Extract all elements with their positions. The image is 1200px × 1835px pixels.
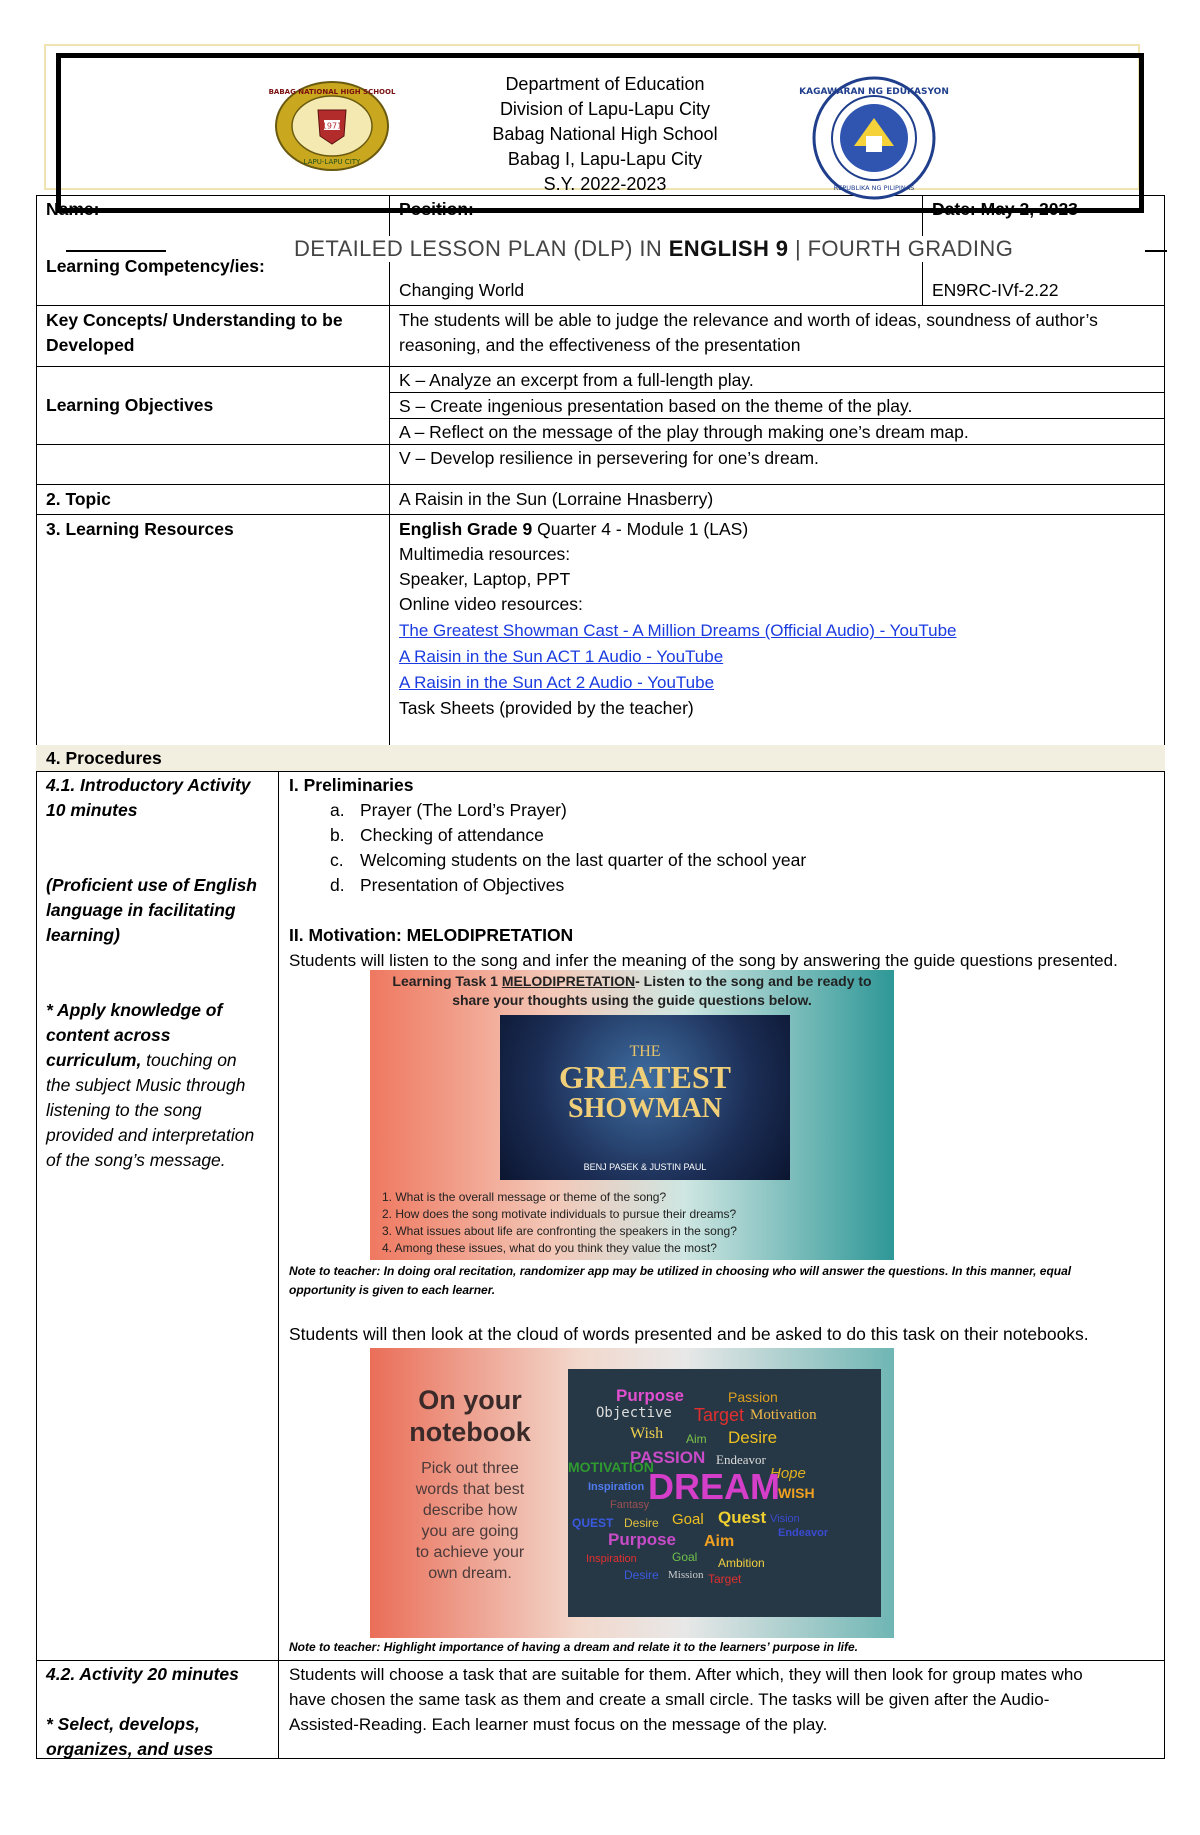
row-divider [36, 484, 1165, 485]
guide-question: 2. How does the song motivate individuals to pursue their dreams? [382, 1207, 737, 1221]
table-col-divider [389, 195, 390, 745]
notebook-body: describe how [422, 1502, 518, 1519]
cloud-word: Aim [704, 1533, 735, 1550]
notebook-body: words that best [415, 1481, 525, 1498]
date-label: Date: May 2, 2023 [932, 199, 1078, 219]
cloud-word: Endeavor [778, 1527, 829, 1539]
cloud-word: Purpose [608, 1530, 677, 1549]
objectives-label: Learning Objectives [46, 395, 214, 415]
cloud-word: Desire [728, 1428, 778, 1447]
greatest-showman-poster [500, 1015, 790, 1180]
guide-question: 1. What is the overall message or theme of the song? [382, 1190, 667, 1204]
competency-value-l2: Changing World [399, 280, 525, 300]
intro-note1: (Proficient use of English [46, 875, 257, 895]
procedures-col-divider [278, 771, 279, 1759]
cloud-word: Wish [630, 1425, 664, 1442]
dlp-title-subject: ENGLISH 9 [668, 236, 789, 261]
intro-note2: of the song’s message. [46, 1150, 226, 1170]
header-line: Babag National High School [492, 124, 718, 144]
intro-note1: learning) [46, 925, 120, 945]
resources-book-bold: English Grade 9 [399, 519, 533, 539]
intro-note2: listening to the song [46, 1100, 202, 1120]
resources-line: Multimedia resources: [399, 544, 571, 564]
cloud-word: Passion [728, 1389, 778, 1405]
seal-year: 1971 [321, 121, 343, 131]
activity-note: * Select, develops, [46, 1714, 200, 1734]
deped-seal-logo [799, 76, 949, 200]
link-raisin-act1[interactable]: A Raisin in the Sun ACT 1 Audio - YouTube [399, 647, 724, 666]
notebook-body: to achieve your [415, 1544, 525, 1561]
cloud-word: DREAM [648, 1466, 780, 1507]
cloud-word: Goal [672, 1511, 704, 1528]
notebook-body: Pick out three [421, 1460, 519, 1477]
resources-line: Online video resources: [399, 594, 583, 614]
task-title-a: Learning Task 1 [392, 973, 502, 989]
poster-title-l2: GREATEST [559, 1059, 731, 1095]
competency-code: EN9RC-IVf-2.22 [932, 280, 1059, 300]
poster-title-l3: SHOWMAN [568, 1093, 722, 1124]
prelim-letter: c. [330, 850, 344, 870]
poster-credit: BENJ PASEK & JUSTIN PAUL [583, 1162, 707, 1172]
procedures-row-bg [36, 745, 1165, 771]
resources-task: Task Sheets (provided by the teacher) [399, 698, 694, 718]
cloud-word: Hope [770, 1465, 806, 1482]
teacher-note-1b: opportunity is given to each learner. [289, 1283, 496, 1297]
dlp-title-prefix: DETAILED LESSON PLAN (DLP) IN [294, 236, 669, 261]
prelim-letter: b. [330, 825, 345, 845]
intro-note2: the subject Music through [46, 1075, 246, 1095]
guide-question: 3. What issues about life are confronting the speakers in the song? [382, 1224, 737, 1238]
cloud-word: PASSION [630, 1448, 706, 1467]
header-line: S.Y. 2022-2023 [543, 174, 667, 194]
cloud-word: Desire [624, 1568, 659, 1582]
header-line: Babag I, Lapu-Lapu City [507, 149, 703, 169]
header-line: Department of Education [505, 74, 705, 94]
resources-line: Speaker, Laptop, PPT [399, 569, 571, 589]
cloud-word: Aim [686, 1432, 707, 1446]
task-title-l2: share your thoughts using the guide questions below. [452, 992, 812, 1008]
intro-note2: provided and interpretation [46, 1125, 255, 1145]
cloud-word: Target [694, 1405, 745, 1425]
position-label: Position: [399, 199, 474, 219]
topic-value: A Raisin in the Sun (Lorraine Hnasberry) [399, 489, 714, 509]
header-line: Division of Lapu-Lapu City [499, 99, 711, 119]
row-divider [36, 514, 1165, 515]
objective-a: A – Reflect on the message of the play through making one’s dream map. [399, 422, 969, 442]
task-title-c: - Listen to the song and be ready to [635, 973, 872, 989]
prelim-item: Checking of attendance [360, 825, 544, 845]
intro-note1: language in facilitating [46, 900, 236, 920]
header-text [370, 72, 840, 197]
topic-label: 2. Topic [46, 489, 111, 509]
school-seal-logo [268, 80, 396, 172]
cloud-word: Goal [672, 1550, 698, 1564]
objective-v: V – Develop resilience in persevering for one’s dream. [399, 448, 819, 468]
notebook-body: own dream. [428, 1565, 512, 1582]
link-raisin-act2[interactable]: A Raisin in the Sun Act 2 Audio - YouTube [399, 673, 715, 692]
teacher-note-1: Note to teacher: In doing oral recitation, randomizer app may be utilized in choosing who will answer the questions. In this manner, equal [289, 1264, 1072, 1278]
activity-note: organizes, and uses [46, 1739, 214, 1759]
cloud-word: Desire [624, 1516, 659, 1530]
cloud-word: Ambition [718, 1556, 765, 1570]
table-right-border [1164, 195, 1165, 1759]
cloud-word: Objective [596, 1405, 672, 1421]
cloud-word: QUEST [572, 1516, 614, 1530]
procedures-label: 4. Procedures [46, 748, 162, 768]
resources-book-rest: Quarter 4 - Module 1 (LAS) [532, 519, 749, 539]
cloud-word: Target [708, 1572, 742, 1586]
cloud-word: Quest [718, 1508, 767, 1527]
dlp-title [290, 236, 1017, 262]
seal-name: BABAG NATIONAL HIGH SCHOOL [268, 88, 396, 96]
intro-note2 [46, 1048, 237, 1073]
guide-question: 4. Among these issues, what do you think they value the most? [382, 1241, 717, 1255]
activity-text: Students will choose a task that are suitable for them. After which, they will then look for group mates who [289, 1665, 1083, 1684]
notebook-heading-l2: notebook [409, 1417, 531, 1447]
seal-city: LAPU-LAPU CITY [303, 158, 361, 166]
dlp-title-suffix: | FOURTH GRADING [788, 236, 1014, 261]
key-concepts-label-2: Developed [46, 335, 135, 355]
prelim-item: Welcoming students on the last quarter of the school year [360, 850, 807, 870]
resources-book [399, 517, 748, 542]
deped-sub: REPUBLIKA NG PILIPINAS [833, 184, 915, 192]
row-divider [36, 1660, 1165, 1661]
row-divider [36, 305, 1165, 306]
activity-text: Assisted-Reading. Each learner must focus on the message of the play. [289, 1715, 828, 1734]
intro-note2-bold: curriculum, [46, 1050, 142, 1070]
cloud-word: Inspiration [588, 1481, 645, 1493]
objective-s: S – Create ingenious presentation based on the theme of the play. [399, 396, 913, 416]
intro-time: 10 minutes [46, 800, 138, 820]
prelim-letter: a. [330, 800, 345, 820]
table-left-border [36, 195, 37, 1759]
prelim-title: I. Preliminaries [289, 775, 414, 795]
cloud-word: Vision [770, 1513, 800, 1525]
intro-note2-rest: touching on [141, 1050, 237, 1070]
intro-note2: * Apply knowledge of [46, 1000, 223, 1020]
intro-title: 4.1. Introductory Activity [46, 775, 251, 795]
key-concepts-label: Key Concepts/ Understanding to be [46, 310, 343, 330]
key-concepts-text-2: reasoning, and the effectiveness of the presentation [399, 335, 801, 355]
cloud-word: Inspiration [586, 1553, 637, 1565]
poster-title-l1: THE [629, 1043, 661, 1060]
cloud-word: WISH [778, 1485, 815, 1501]
notebook-heading-l1: On your [418, 1385, 522, 1415]
row-divider [36, 771, 1165, 772]
row-divider [36, 366, 1165, 367]
key-concepts-text: The students will be able to judge the relevance and worth of ideas, soundness of author’s [399, 310, 1098, 330]
cloud-word: Purpose [616, 1386, 685, 1405]
deped-name: KAGAWARAN NG EDUKASYON [799, 87, 949, 97]
intro-note2: content across [46, 1025, 171, 1045]
task-title [376, 972, 888, 1010]
cloud-word: Fantasy [610, 1499, 650, 1511]
prelim-letter: d. [330, 875, 345, 895]
prelim-item: Presentation of Objectives [360, 875, 565, 895]
task-title-b: MELODIPRETATION [501, 973, 636, 989]
title-dash-left [66, 250, 166, 252]
teacher-note-2: Note to teacher: Highlight importance of having a dream and relate it to the learners’ purpose in life. [289, 1640, 858, 1654]
word-cloud [568, 1369, 881, 1617]
title-dash-right [1145, 250, 1167, 252]
activity-text: have chosen the same task as them and create a small circle. The tasks will be given after the Audio- [289, 1690, 1050, 1709]
cloud-word: MOTIVATION [568, 1459, 654, 1475]
cloud-instruction: Students will then look at the cloud of words presented and be asked to do this task on their notebooks. [289, 1324, 1089, 1344]
link-greatest-showman[interactable]: The Greatest Showman Cast - A Million Dreams (Official Audio) - YouTube [399, 621, 957, 640]
name-label: Name: [46, 199, 100, 219]
motivation-title: II. Motivation: MELODIPRETATION [289, 925, 574, 945]
cloud-word: Mission [668, 1569, 704, 1581]
objective-k: K – Analyze an excerpt from a full-length play. [399, 370, 754, 390]
prelim-item: Prayer (The Lord’s Prayer) [360, 800, 567, 820]
notebook-body: you are going [421, 1523, 519, 1540]
cloud-word: Motivation [750, 1407, 817, 1423]
activity-title: 4.2. Activity 20 minutes [46, 1664, 239, 1684]
competency-label: Learning Competency/ies: [46, 254, 265, 279]
cloud-word: Endeavor [716, 1452, 766, 1467]
resources-label: 3. Learning Resources [46, 519, 234, 539]
motivation-text: Students will listen to the song and infer the meaning of the song by answering the guide questions presented. [289, 951, 1118, 970]
